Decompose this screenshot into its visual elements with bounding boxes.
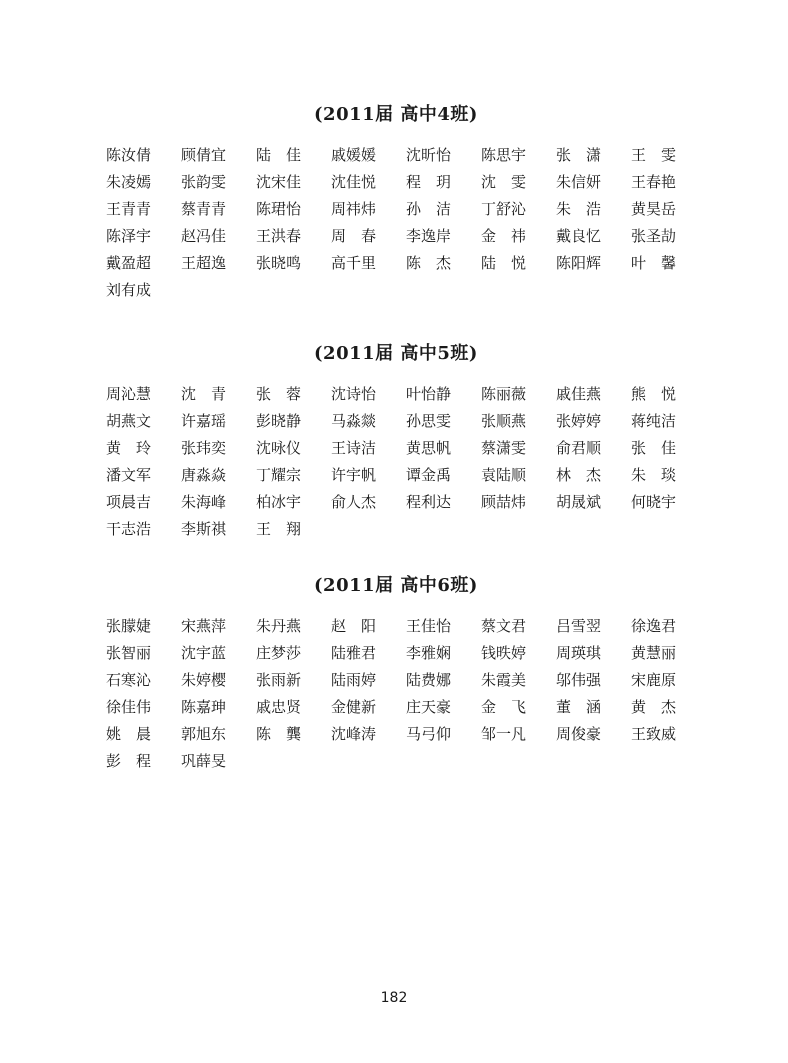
student-name: 姚 晨 — [106, 725, 152, 743]
student-name: 石寒沁 — [106, 671, 152, 689]
section-title: (2011届 高中6班) — [314, 575, 478, 596]
student-name: 王青青 — [106, 200, 152, 218]
student-name: 周祎炜 — [331, 200, 377, 218]
student-name: 黄慧丽 — [631, 644, 677, 662]
student-name: 戚佳燕 — [556, 385, 602, 403]
student-name: 王佳怡 — [406, 617, 452, 635]
name-list — [106, 613, 686, 775]
student-name: 吕雪翌 — [556, 617, 602, 635]
student-name: 金 祎 — [481, 227, 527, 245]
student-name: 顾喆炜 — [481, 493, 527, 511]
student-name: 张雨新 — [256, 671, 302, 689]
student-name: 董 涵 — [556, 698, 602, 716]
student-name: 朱丹燕 — [256, 617, 302, 635]
student-name: 沈诗怡 — [331, 385, 377, 403]
student-name: 庄天豪 — [406, 698, 452, 716]
student-name: 朱凌嫣 — [106, 173, 152, 191]
student-name: 陈丽薇 — [481, 385, 527, 403]
student-name: 邹一凡 — [481, 725, 527, 743]
class-section-4 — [106, 104, 686, 304]
student-name: 王 雯 — [631, 146, 677, 164]
student-name: 谭金禹 — [406, 466, 452, 484]
student-name: 戴盈超 — [106, 254, 152, 272]
student-name: 孙 洁 — [406, 200, 452, 218]
student-name: 许嘉瑶 — [181, 412, 227, 430]
student-name: 张婷婷 — [556, 412, 602, 430]
class-section-5 — [106, 343, 686, 543]
name-list — [106, 142, 686, 304]
student-name: 沈咏仪 — [256, 439, 302, 457]
student-name: 王 翔 — [256, 520, 302, 538]
student-name: 黄 杰 — [631, 698, 677, 716]
student-name: 张晓鸣 — [256, 254, 302, 272]
student-name: 蔡潇雯 — [481, 439, 527, 457]
student-name: 朱婷樱 — [181, 671, 227, 689]
student-name: 胡晟斌 — [556, 493, 602, 511]
student-name: 张 蓉 — [256, 385, 302, 403]
student-name: 陆 佳 — [256, 146, 302, 164]
student-name: 何晓宇 — [631, 493, 677, 511]
student-name: 袁陆顺 — [481, 466, 527, 484]
student-name: 陈泽宇 — [106, 227, 152, 245]
student-name: 陈汝倩 — [106, 146, 152, 164]
student-name: 叶 馨 — [631, 254, 677, 272]
student-name: 戚忠贤 — [256, 698, 302, 716]
section-title: (2011届 高中5班) — [314, 343, 478, 364]
name-list — [106, 381, 686, 543]
student-name: 俞君顺 — [556, 439, 602, 457]
student-name: 张 佳 — [631, 439, 677, 457]
student-name: 陈 龔 — [256, 725, 302, 743]
student-name: 金健新 — [331, 698, 377, 716]
student-name: 陆 悦 — [481, 254, 527, 272]
student-name: 孙思雯 — [406, 412, 452, 430]
student-name: 陆雨婷 — [331, 671, 377, 689]
class-section-6 — [106, 575, 686, 775]
student-name: 俞人杰 — [331, 493, 377, 511]
student-name: 徐佳伟 — [106, 698, 152, 716]
student-name: 钱昳婷 — [481, 644, 527, 662]
section-title: (2011届 高中4班) — [314, 104, 478, 125]
student-name: 黄 玲 — [106, 439, 152, 457]
student-name: 周沁慧 — [106, 385, 152, 403]
student-name: 陈思宇 — [481, 146, 527, 164]
student-name: 高千里 — [331, 254, 377, 272]
student-name: 陈嘉珅 — [181, 698, 227, 716]
student-name: 陆费娜 — [406, 671, 452, 689]
student-name: 沈宋佳 — [256, 173, 302, 191]
student-name: 张玮奕 — [181, 439, 227, 457]
student-name: 蒋纯洁 — [631, 412, 677, 430]
student-name: 邬伟强 — [556, 671, 602, 689]
student-name: 蔡文君 — [481, 617, 527, 635]
student-name: 赵 阳 — [331, 617, 377, 635]
student-name: 项晨吉 — [106, 493, 152, 511]
student-name: 戚媛媛 — [331, 146, 377, 164]
student-name: 朱海峰 — [181, 493, 227, 511]
student-name: 王超逸 — [181, 254, 227, 272]
student-name: 李斯祺 — [181, 520, 227, 538]
student-name: 金 飞 — [481, 698, 527, 716]
student-name: 熊 悦 — [631, 385, 677, 403]
student-name: 张 潇 — [556, 146, 602, 164]
student-name: 叶怡静 — [406, 385, 452, 403]
student-name: 王诗洁 — [331, 439, 377, 457]
student-name: 王洪春 — [256, 227, 302, 245]
student-name: 潘文军 — [106, 466, 152, 484]
student-name: 徐逸君 — [631, 617, 677, 635]
student-name: 沈佳悦 — [331, 173, 377, 191]
student-name: 朱霞美 — [481, 671, 527, 689]
student-name: 沈宇蓝 — [181, 644, 227, 662]
student-name: 郭旭东 — [181, 725, 227, 743]
student-name: 蔡青青 — [181, 200, 227, 218]
student-name: 张圣劼 — [631, 227, 677, 245]
student-name: 周 春 — [331, 227, 377, 245]
student-name: 王春艳 — [631, 173, 677, 191]
student-name: 宋燕萍 — [181, 617, 227, 635]
student-name: 沈 青 — [181, 385, 227, 403]
student-name: 戴良忆 — [556, 227, 602, 245]
student-name: 顾倩宜 — [181, 146, 227, 164]
student-name: 黄思帆 — [406, 439, 452, 457]
student-name: 沈昕怡 — [406, 146, 452, 164]
student-name: 马淼燚 — [331, 412, 377, 430]
student-name: 张智丽 — [106, 644, 152, 662]
student-name: 朱信妍 — [556, 173, 602, 191]
student-name: 周瑛琪 — [556, 644, 602, 662]
student-name: 马弓仰 — [406, 725, 452, 743]
student-name: 李逸岸 — [406, 227, 452, 245]
student-name: 李雅娴 — [406, 644, 452, 662]
student-name: 张韵雯 — [181, 173, 227, 191]
student-name: 程 玥 — [406, 173, 452, 191]
student-name: 干志浩 — [106, 520, 152, 538]
student-name: 柏冰宇 — [256, 493, 302, 511]
student-name: 巩薛旻 — [181, 752, 227, 770]
student-name: 赵冯佳 — [181, 227, 227, 245]
student-name: 林 杰 — [556, 466, 602, 484]
student-name: 刘有成 — [106, 281, 152, 299]
student-name: 朱 琰 — [631, 466, 677, 484]
student-name: 朱 浩 — [556, 200, 602, 218]
student-name: 丁耀宗 — [256, 466, 302, 484]
student-name: 唐淼焱 — [181, 466, 227, 484]
student-name: 许宇帆 — [331, 466, 377, 484]
student-name: 程利达 — [406, 493, 452, 511]
student-name: 张顺燕 — [481, 412, 527, 430]
student-name: 丁舒沁 — [481, 200, 527, 218]
student-name: 宋鹿原 — [631, 671, 677, 689]
student-name: 陆雅君 — [331, 644, 377, 662]
student-name: 周俊豪 — [556, 725, 602, 743]
student-name: 彭晓静 — [256, 412, 302, 430]
student-name: 陈 杰 — [406, 254, 452, 272]
student-name: 张朦婕 — [106, 617, 152, 635]
student-name: 沈 雯 — [481, 173, 527, 191]
student-name: 庄梦莎 — [256, 644, 302, 662]
page-number: 182 — [380, 990, 408, 1006]
student-name: 陈阳辉 — [556, 254, 602, 272]
student-name: 陈珺怡 — [256, 200, 302, 218]
student-name: 黄昊岳 — [631, 200, 677, 218]
student-name: 彭 程 — [106, 752, 152, 770]
student-name: 王致威 — [631, 725, 677, 743]
student-name: 胡燕文 — [106, 412, 152, 430]
student-name: 沈峰涛 — [331, 725, 377, 743]
